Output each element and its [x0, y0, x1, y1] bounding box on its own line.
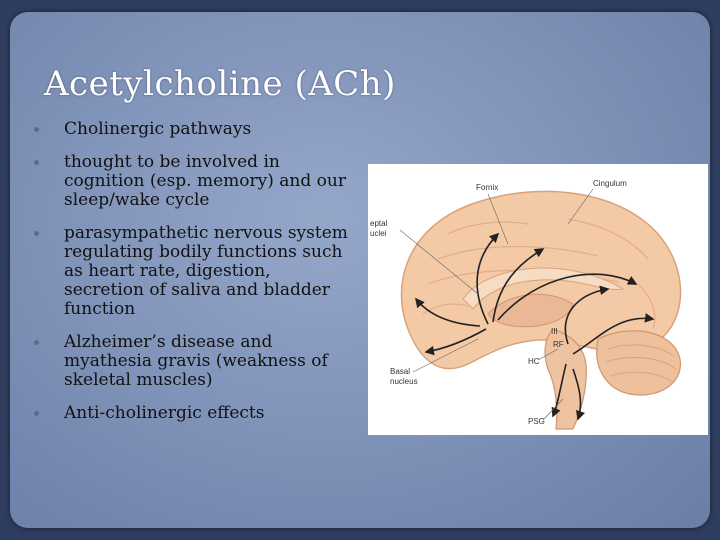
label-iii: III	[551, 327, 558, 336]
label-fornix: Fornix	[476, 183, 499, 192]
bullet-dot	[34, 160, 39, 165]
bullet-item	[32, 120, 352, 139]
bullet-dot	[34, 340, 39, 345]
label-cingulum: Cingulum	[593, 179, 627, 188]
bullet-dot	[34, 411, 39, 416]
bullet-item	[32, 333, 352, 390]
bullet-dot	[34, 231, 39, 236]
bullet-text: Alzheimer’s disease and myathesia gravis (weakness of skeletal muscles)	[64, 332, 328, 390]
bullet-list	[32, 120, 352, 437]
bullet-item	[32, 404, 352, 423]
brain-diagram	[368, 164, 708, 435]
label-septal-2: uclei	[370, 229, 387, 238]
label-psg: PSG	[528, 417, 545, 426]
bullet-item	[32, 153, 352, 210]
brain-illustration	[368, 164, 708, 435]
bullet-text: Cholinergic pathways	[64, 119, 252, 139]
bullet-text: Anti-cholinergic effects	[64, 403, 265, 423]
cerebellum-shape	[597, 331, 681, 395]
bullet-item	[32, 224, 352, 319]
bullet-dot	[34, 127, 39, 132]
bullet-text: thought to be involved in cognition (esp. memory) and our sleep/wake cycle	[64, 152, 346, 210]
bullet-text: parasympathetic nervous system regulating bodily functions such as heart rate, digestion, secretion of saliva and bladder function	[64, 223, 348, 319]
label-septal-1: eptal	[370, 219, 388, 228]
label-rf: RF	[553, 340, 564, 349]
label-basal-2: nucleus	[390, 377, 418, 386]
label-basal-1: Basal	[390, 367, 411, 376]
slide	[10, 12, 710, 528]
label-hc: HC	[528, 357, 540, 366]
slide-title: Acetylcholine (ACh)	[44, 64, 396, 104]
